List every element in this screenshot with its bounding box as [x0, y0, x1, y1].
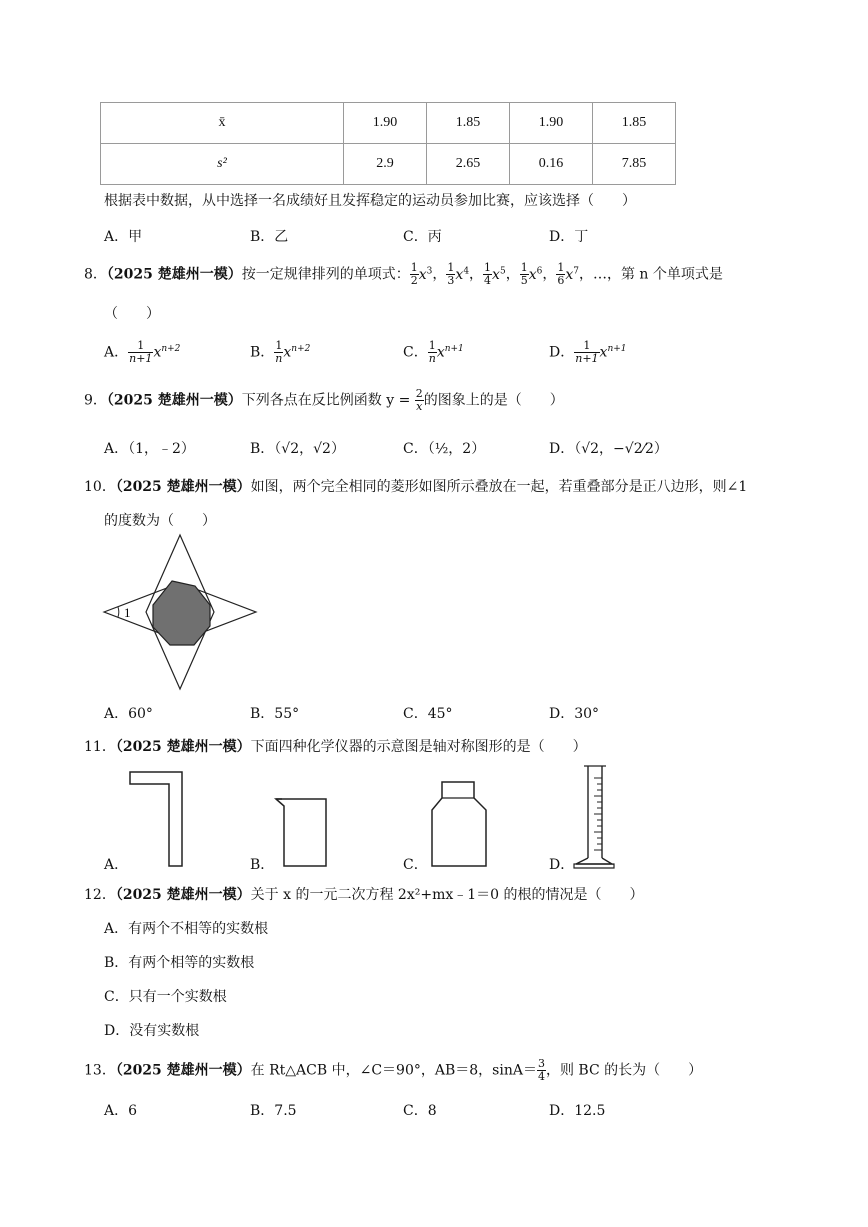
- q13-text: 在 Rt△ACB 中，∠C＝90°，AB＝8，sinA＝: [250, 1062, 537, 1079]
- q7-option-c: C．丙: [403, 229, 442, 245]
- q9-option-d: D．（√2，−√2⁄2）: [549, 441, 668, 457]
- q9-stem: 9．（2025 楚雄州一模）下列各点在反比例函数 y = $\frac{2}{x}$ 的图象上的是（ ）: [84, 387, 564, 413]
- q11-option-a: A．: [104, 857, 129, 873]
- q9-option-c: C．（½，2）: [403, 441, 486, 457]
- q12-option-a: A．有两个不相等的实数根: [104, 921, 269, 937]
- q8-term: $\frac{1}{2}$ $x^3$: [410, 261, 433, 287]
- beaker-icon: [270, 796, 330, 870]
- table-cell: 0.16: [510, 144, 593, 185]
- table-cell: 7.85: [593, 144, 676, 185]
- q13-option-c: C．8: [403, 1103, 437, 1119]
- table-cell: 2.9: [344, 144, 427, 185]
- rhombus-figure: [100, 533, 260, 693]
- stats-table: [100, 102, 676, 185]
- q11-option-b: B．: [250, 857, 275, 873]
- q11-option-d: D．: [549, 857, 575, 873]
- q10-text: 如图，两个完全相同的菱形如图所示叠放在一起，若重叠部分是正八边形，则∠1: [250, 479, 748, 495]
- q11-stem: [84, 736, 587, 756]
- table-cell: 1.90: [344, 103, 427, 144]
- row-label: x̄: [101, 103, 344, 144]
- q13-stem: 13．（2025 楚雄州一模）在 Rt△ACB 中，∠C＝90°，AB＝8，sinA＝ $\frac{3}{4}$ ，则 BC 的长为（ ）: [84, 1057, 703, 1083]
- q8-option-c: C． $\frac{1}{n}$ $x^{n+1}$: [403, 339, 464, 365]
- table-cell: 1.85: [593, 103, 676, 144]
- q13-option-b: B．7.5: [250, 1103, 297, 1119]
- q7-option-d: D．丁: [549, 229, 589, 245]
- q8-option-a: A． $\frac{1}{n+1}$ $x^{n+2}$: [104, 339, 181, 365]
- q7-option-b: B．乙: [250, 229, 289, 245]
- question-number: 11．: [84, 739, 116, 755]
- q9-option-b: B．（√2，√2）: [250, 441, 345, 457]
- q13-text-after: ，则 BC 的长为（ ）: [545, 1062, 703, 1079]
- q9-text: 下列各点在反比例函数 y =: [241, 392, 415, 409]
- q12-option-b: B．有两个相等的实数根: [104, 955, 255, 971]
- question-number: 10．: [84, 479, 116, 495]
- q10-option-a: A．60°: [104, 706, 153, 722]
- q8-blank: （ ）: [104, 306, 160, 322]
- question-source: （2025 楚雄州一模）: [106, 266, 242, 283]
- q12-text: 关于 x 的一元二次方程 2x²+mx﹣1＝0 的根的情况是（ ）: [250, 887, 644, 903]
- q7-text: 根据表中数据，从中选择一名成绩好且发挥稳定的运动员参加比赛，应该选择（ ）: [104, 193, 636, 209]
- table-cell: 2.65: [427, 144, 510, 185]
- question-number: 9．: [84, 392, 107, 409]
- q12-option-d: D．没有实数根: [104, 1023, 200, 1039]
- graduated-cylinder-icon: [566, 764, 620, 872]
- q10-stem: [84, 476, 747, 496]
- q10-option-b: B．55°: [250, 706, 300, 722]
- q8-term: $\frac{1}{6}$ $x^7$: [557, 261, 579, 287]
- table-row: [101, 103, 676, 144]
- q9-text-after: 的图象上的是（ ）: [423, 392, 564, 409]
- q10-text2: 的度数为（ ）: [104, 513, 216, 529]
- question-source: （2025 楚雄州一模）: [115, 887, 251, 903]
- q10-option-c: C．45°: [403, 706, 453, 722]
- angle-label: 1: [124, 605, 131, 620]
- q12-option-c: C．只有一个实数根: [104, 989, 227, 1005]
- q8-option-b: B． $\frac{1}{n}$ $x^{n+2}$: [250, 339, 311, 365]
- question-source: （2025 楚雄州一模）: [115, 739, 251, 755]
- question-source: （2025 楚雄州一模）: [115, 1062, 251, 1079]
- table-row: [101, 144, 676, 185]
- q8-term: $\frac{1}{4}$ $x^5$: [484, 261, 506, 287]
- question-source: （2025 楚雄州一模）: [106, 392, 242, 409]
- q8-tail: ，…，第 n 个单项式是: [578, 266, 723, 283]
- q10-option-d: D．30°: [549, 706, 600, 722]
- question-number: 8．: [84, 266, 107, 283]
- q11-option-c: C．: [403, 857, 428, 873]
- q8-term: $\frac{1}{5}$ $x^6$: [520, 261, 543, 287]
- q9-option-a: A．（1，﹣2）: [104, 441, 195, 457]
- q8-stem: 8．（2025 楚雄州一模）按一定规律排列的单项式： $\frac{1}{2}$ $x^3$， $\frac{1}{3}$ $x^4$， $\frac{1}{4}$ $x^5$， $\frac{1}{5}$ $x^6$， $\frac{1}{6}$ $x^7$，…，第 n 个单项式是: [84, 261, 723, 287]
- q8-option-d: D． $\frac{1}{n+1}$ $x^{n+1}$: [549, 339, 627, 365]
- question-number: 13．: [84, 1062, 116, 1079]
- q12-stem: [84, 884, 644, 904]
- q13-option-a: A．6: [104, 1103, 138, 1119]
- table-cell: 1.90: [510, 103, 593, 144]
- question-source: （2025 楚雄州一模）: [115, 479, 251, 495]
- table-cell: 1.85: [427, 103, 510, 144]
- row-label: s²: [101, 144, 344, 185]
- reagent-bottle-icon: [426, 780, 492, 870]
- q7-option-a: A．甲: [104, 229, 143, 245]
- q8-term: $\frac{1}{3}$ $x^4$: [447, 261, 470, 287]
- question-number: 12．: [84, 887, 116, 903]
- q8-text: 按一定规律排列的单项式：: [241, 266, 410, 283]
- q13-option-d: D．12.5: [549, 1103, 606, 1119]
- bent-tube-icon: [126, 770, 186, 870]
- q11-text: 下面四种化学仪器的示意图是轴对称图形的是（ ）: [250, 739, 587, 755]
